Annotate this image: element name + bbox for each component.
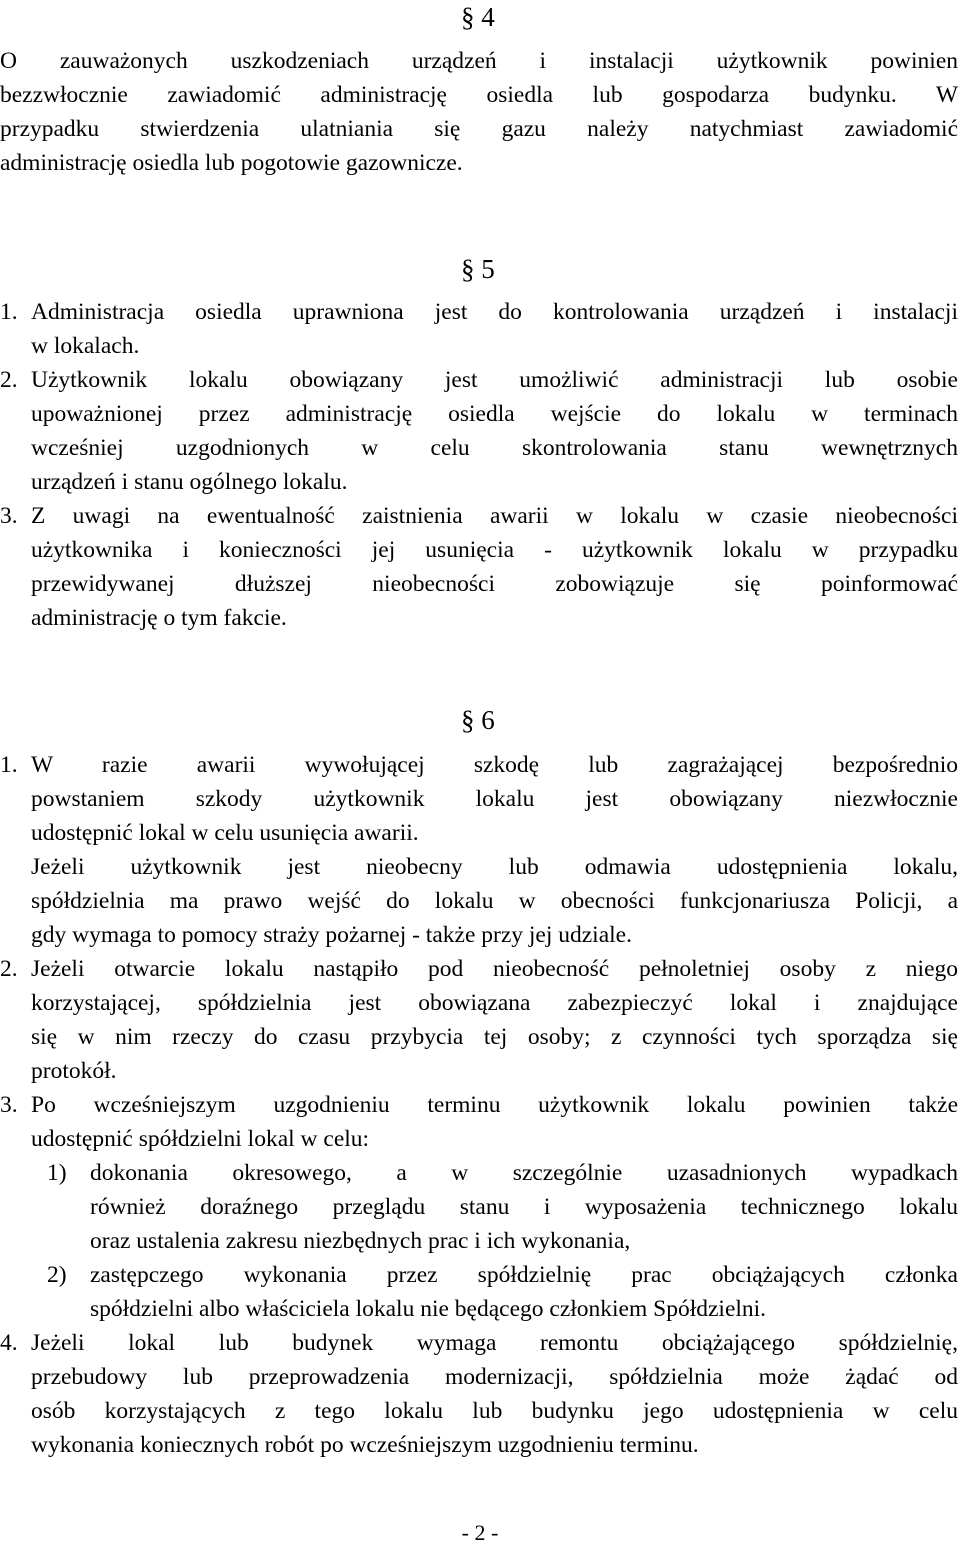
text-line: protokół.: [31, 1058, 117, 1084]
item-number: 4.: [0, 1330, 18, 1356]
item-number: 3.: [0, 1092, 18, 1118]
text-line: dokonania okresowego, a w szczególnie uzasadnionych wypadkach: [90, 1160, 958, 1186]
item-number: 1.: [0, 752, 18, 778]
text-line: przewidywanej dłuższej nieobecności zobowiązuje się poinformować: [31, 571, 958, 597]
text-line: również doraźnego przeglądu stanu i wyposażenia technicznego lokalu: [90, 1194, 958, 1220]
text-line: spółdzielnia ma prawo wejść do lokalu w obecności funkcjonariusza Policji, a: [31, 888, 958, 914]
text-line: Użytkownik lokalu obowiązany jest umożliwić administracji lub osobie: [31, 367, 958, 393]
item-text: [31, 1326, 958, 1462]
text-line: Jeżeli lokal lub budynek wymaga remontu obciążającego spółdzielnię,: [31, 1330, 958, 1356]
item-text: [31, 295, 958, 363]
item-number: 2.: [0, 367, 18, 393]
text-line: upoważnionej przez administrację osiedla wejście do lokalu w terminach: [31, 401, 958, 427]
text-line: gdy wymaga to pomocy straży pożarnej - także przy jej udziale.: [31, 922, 632, 948]
text-line: udostępnić spółdzielni lokal w celu:: [31, 1126, 370, 1152]
subitem-text: [90, 1156, 958, 1258]
text-line: Administracja osiedla uprawniona jest do kontrolowania urządzeń i instalacji: [31, 299, 958, 325]
text-line: wcześniej uzgodnionych w celu skontrolowania stanu wewnętrznych: [31, 435, 958, 461]
text-line: Jeżeli otwarcie lokalu nastąpiło pod nieobecność pełnoletniej osoby z niego: [31, 956, 958, 982]
text-line: Jeżeli użytkownik jest nieobecny lub odmawia udostępnienia lokalu,: [31, 854, 958, 880]
item-number: 1.: [0, 299, 18, 325]
text-line: w lokalach.: [31, 333, 140, 359]
item-text: [31, 952, 958, 1088]
text-line: wykonania koniecznych robót po wcześniejszym uzgodnieniu terminu.: [31, 1432, 699, 1458]
text-line: urządzeń i stanu ogólnego lokalu.: [31, 469, 348, 495]
text-line: Z uwagi na ewentualność zaistnienia awarii w lokalu w czasie nieobecności: [31, 503, 958, 529]
item-text: [31, 1088, 958, 1156]
text-line: przebudowy lub przeprowadzenia modernizacji, spółdzielnia może żądać od: [31, 1364, 958, 1390]
section-6-heading: § 6: [461, 705, 495, 735]
text-line: powstaniem szkody użytkownik lokalu jest obowiązany niezwłocznie: [31, 786, 958, 812]
text-line: administrację o tym fakcie.: [31, 605, 287, 631]
text-line: użytkownika i konieczności jej usunięcia - użytkownik lokalu w przypadku: [31, 537, 958, 563]
item-text: [31, 748, 958, 952]
section-4-paragraph: [0, 44, 958, 180]
text-line: O zauważonych uszkodzeniach urządzeń i instalacji użytkownik powinien: [0, 48, 958, 74]
text-line: przypadku stwierdzenia ulatniania się gazu należy natychmiast zawiadomić: [0, 116, 958, 142]
item-text: [31, 363, 958, 499]
text-line: korzystającej, spółdzielnia jest obowiązana zabezpieczyć lokal i znajdujące: [31, 990, 958, 1016]
text-line: bezzwłocznie zawiadomić administrację osiedla lub gospodarza budynku. W: [0, 82, 958, 108]
text-line: osób korzystających z tego lokalu lub budynku jego udostępnienia w celu: [31, 1398, 958, 1424]
subitem-text: [90, 1258, 958, 1326]
text-line: oraz ustalenia zakresu niezbędnych prac i ich wykonania,: [90, 1228, 631, 1254]
text-line: Po wcześniejszym uzgodnieniu terminu użytkownik lokalu powinien także: [31, 1092, 958, 1118]
text-line: zastępczego wykonania przez spółdzielnię prac obciążających członka: [90, 1262, 958, 1288]
text-line: administrację osiedla lub pogotowie gazownicze.: [0, 150, 463, 176]
text-line: udostępnić lokal w celu usunięcia awarii.: [31, 820, 419, 846]
subitem-number: 2): [47, 1262, 67, 1288]
item-number: 3.: [0, 503, 18, 529]
subitem-number: 1): [47, 1160, 67, 1186]
section-4-heading: § 4: [461, 2, 495, 32]
page-number: - 2 -: [461, 1520, 499, 1545]
text-line: W razie awarii wywołującej szkodę lub zagrażającej bezpośrednio: [31, 752, 958, 778]
item-number: 2.: [0, 956, 18, 982]
item-text: [31, 499, 958, 635]
text-line: spółdzielni albo właściciela lokalu nie będącego członkiem Spółdzielni.: [90, 1296, 767, 1322]
text-line: się w nim rzeczy do czasu przybycia tej osoby; z czynności tych sporządza się: [31, 1024, 958, 1050]
section-5-heading: § 5: [461, 254, 495, 284]
